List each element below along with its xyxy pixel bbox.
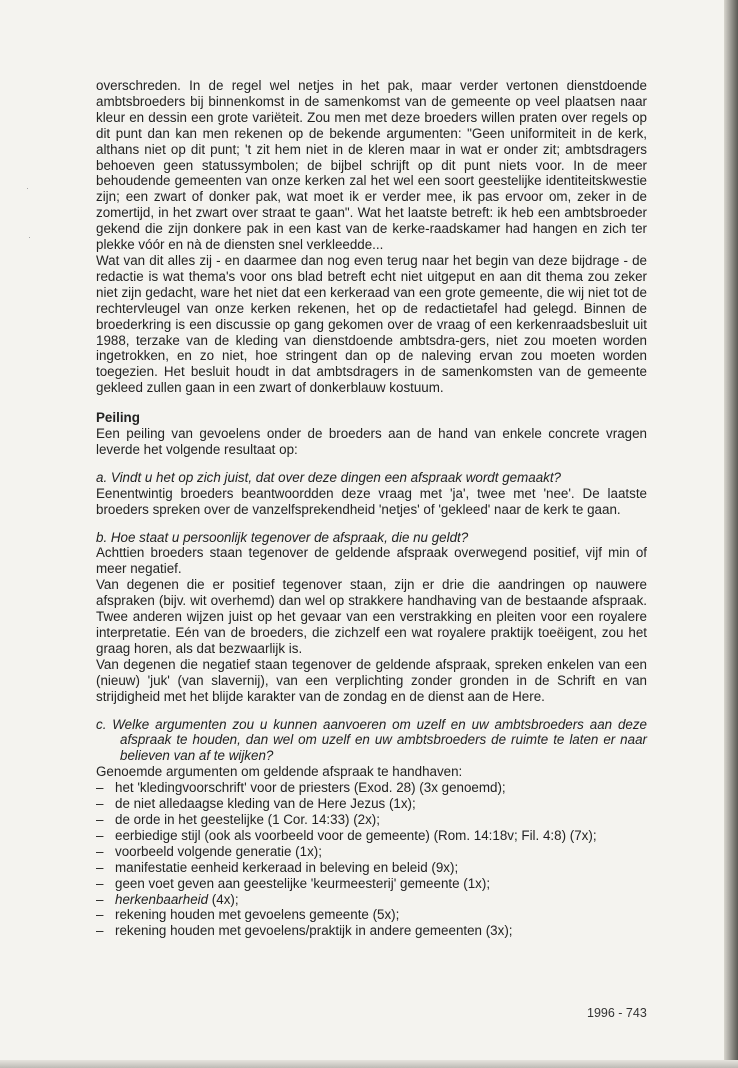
item-count: (4x); [208, 891, 239, 907]
page-edge-shadow [724, 0, 738, 1068]
survey-answer-b: Achttien broeders staan tegenover de geldende afspraak overwegend positief, vijf min of meer negatief. [96, 545, 647, 577]
survey-answer-c-intro: Genoemde argumenten om geldende afspraak te handhaven: [96, 764, 463, 780]
survey-question-a: a. Vindt u het op zich juist, dat over deze dingen een afspraak wordt gemaakt? [96, 469, 561, 485]
survey-answer-a: Eenentwintig broeders beantwoordden deze vraag met 'ja', twee met 'nee'. De laatste broeders spreken over de vanzelfsprekendheid 'netjes' of 'gekleed' naar de kerk te gaan. [96, 485, 647, 517]
survey-answer-b: Van degenen die er positief tegenover staan, zijn er drie die aandringen op nauwere afspraken (bijv. wit overhemd) dan wel op strakkere handhaving van de bestaande afspraak. Twee anderen wijzen juist op het gevaar van een verstrakking en pleiten voor een royalere interpretatie. Eén van de broeders, die zichzelf een wat royalere praktijk toeëigent, zou het graag horen, als dat bezwaarlijk is. [96, 577, 647, 656]
list-item [96, 892, 647, 908]
page-bottom-edge [0, 1060, 738, 1068]
list-item: – manifestatie eenheid kerkeraad in beleving en beleid (9x); [96, 860, 647, 876]
page-number: 1996 - 743 [587, 1006, 647, 1020]
paragraph: overschreden. In de regel wel netjes in het pak, maar verder vertonen dienstdoende ambtsbroeders bij binnenkomst in de samenkomst van de gemeente op veel plaatsen naar kleur en dessin een grote variëteit. Zou men met deze broeders willen praten over regels op dit punt dan kan men rekenen op de bekende argumenten: "Geen uniformiteit in de kerk, althans niet op dit punt; 't zit hem niet in de kleren maar in wat er onder zit; ambtsdragers behoeven geen statussymbolen; de bijbel schrijft op dit punt niets voor. In de meer behoudende gemeenten van onze kerken zal het wel een soort geestelijke identiteitskwestie zijn; een zwart of donker pak, wat moet ik er verder mee, ik pas ervoor om, zeker in de zomertijd, in het zwart over straat te gaan". Wat het laatste betreft: ik heb een ambtsbroeder gekend die zijn donkere pak in een kast van de kerke-raadskamer had hangen en zich ter plekke vóór en nà de diensten snel verkleedde... [96, 78, 647, 253]
survey-question-c: c. Welke argumenten zou u kunnen aanvoeren om uzelf en uw ambtsbroeders aan deze afspraak te houden, dan wel om uzelf en uw ambtsbroeders de ruimte te laten er naar believen van af te wijken? [96, 716, 647, 764]
list-item: – de orde in het geestelijke (1 Cor. 14:33) (2x); [96, 812, 647, 828]
paragraph: Een peiling van gevoelens onder de broeders aan de hand van enkele concrete vragen leverde het volgende resultaat op: [96, 426, 647, 457]
italic-term: herkenbaarheid [115, 891, 209, 907]
argument-list [96, 780, 647, 939]
list-item: – rekening houden met gevoelens gemeente (5x); [96, 907, 647, 923]
list-item: – rekening houden met gevoelens/praktijk in andere gemeenten (3x); [96, 923, 647, 939]
list-item: – het 'kledingvoorschrift' voor de priesters (Exod. 28) (3x genoemd); [96, 780, 647, 796]
list-item: – geen voet geven aan geestelijke 'keurmeesterij' gemeente (1x); [96, 876, 647, 892]
scan-speck: · [26, 183, 29, 193]
survey-question-b: b. Hoe staat u persoonlijk tegenover de afspraak, die nu geldt? [96, 529, 469, 545]
scan-speck: · [28, 232, 31, 242]
article-body [96, 78, 647, 939]
paragraph: Wat van dit alles zij - en daarmee dan nog even terug naar het begin van deze bijdrage - de redactie is wat thema's voor ons blad betreft echt niet uitgeput en aan dit thema zou zeker niet zijn gedacht, ware het niet dat een kerkeraad van een grote gemeente, die wij niet tot de rechtervleugel van onze kerken rekenen, het op de redactietafel had gelegd. Binnen de broederkring is een discussie op gang gekomen over de vraag of een kerkenraadsbesluit uit 1988, terzake van de kleding van dienstdoende ambtsdra-gers, niet zou moeten worden ingetrokken, en zo niet, hoe stringent dan op de naleving ervan zou moeten worden toegezien. Het besluit houdt in dat ambtsdragers in de samenkomsten van de gemeente gekleed zullen gaan in een zwart of donkerblauw kostuum. [96, 252, 647, 396]
list-item: – de niet alledaagse kleding van de Here Jezus (1x); [96, 796, 647, 812]
list-item: – eerbiedige stijl (ook als voorbeeld voor de gemeente) (Rom. 14:18v; Fil. 4:8) (7x); [96, 828, 647, 844]
survey-answer-b: Van degenen die negatief staan tegenover de geldende afspraak, spreken enkelen van een (nieuw) 'juk' (van slavernij), van een verplichting zonder gronden in de Schrift en van strijdigheid met het blijde karakter van de zondag en de dienst aan de Here. [96, 656, 647, 704]
list-item: – voorbeeld volgende generatie (1x); [96, 844, 647, 860]
section-heading: Peiling [96, 410, 140, 426]
